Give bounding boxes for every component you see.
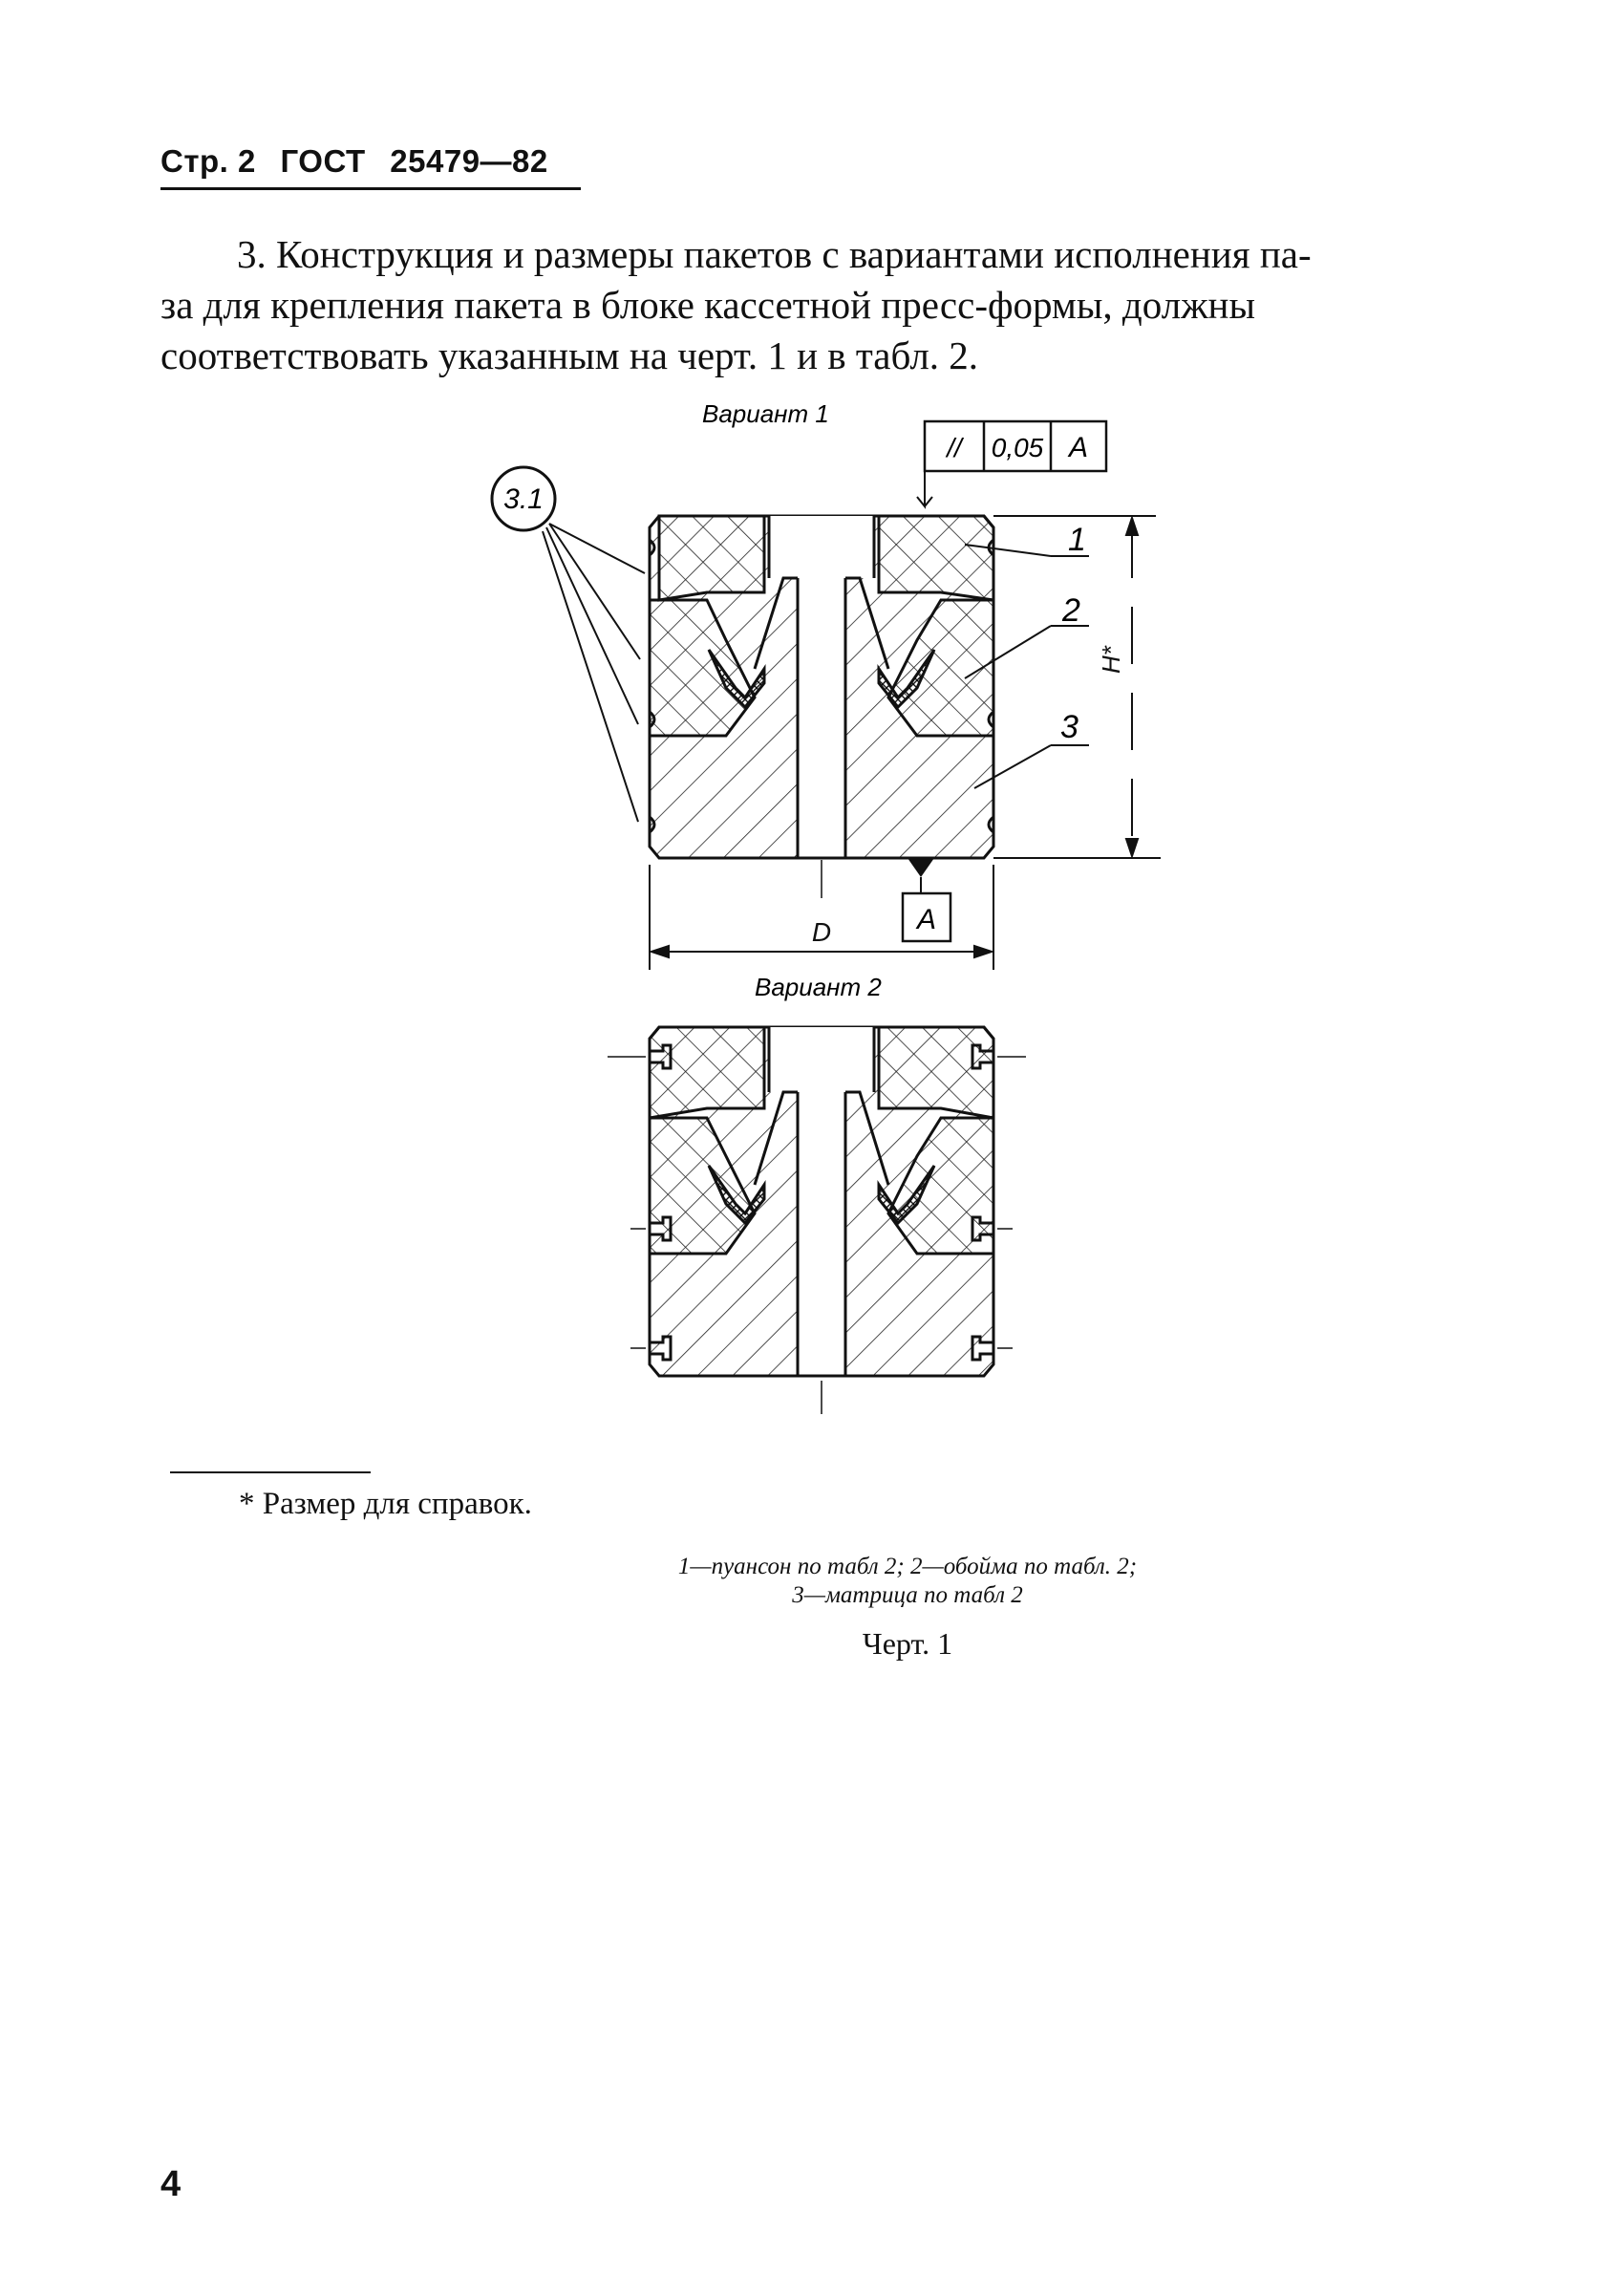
svg-text://: //: [947, 433, 962, 462]
v2-punch-right: [879, 1027, 993, 1118]
paragraph-line-2: за для крепления пакета в блоке кассетной пресс-формы, должны: [160, 283, 1256, 327]
footnote-rule: [170, 1471, 371, 1473]
svg-text:A: A: [916, 904, 937, 935]
svg-text:D: D: [811, 917, 832, 947]
legend-line-2: 3—матрица по табл 2: [792, 1582, 1023, 1608]
tolerance-frame: [917, 421, 1106, 506]
position-2-label: 2: [1062, 592, 1080, 629]
dimension-h: [993, 516, 1161, 858]
v1-punch-right: [879, 516, 993, 600]
svg-text:3.1: 3.1: [503, 483, 544, 515]
svg-text:H*: H*: [1097, 646, 1125, 674]
variant-2-assembly: [608, 1027, 1026, 1414]
header-number: 25479—82: [390, 143, 548, 179]
page-number: 4: [160, 2164, 182, 2204]
callout-3-1: [492, 467, 645, 822]
v1-punch-left: [659, 516, 764, 600]
position-1-label: 1: [1068, 522, 1086, 558]
header-page: Стр. 2: [160, 143, 256, 179]
figure-caption: Черт. 1: [862, 1626, 953, 1661]
svg-text:0,05: 0,05: [991, 433, 1044, 462]
legend-line-1: 1—пуансон по табл 2; 2—обойма по табл. 2;: [677, 1554, 1138, 1579]
footnote: * Размер для справок.: [239, 1487, 532, 1521]
variant-1-label: Вариант 1: [702, 399, 829, 428]
svg-text:A: A: [1068, 432, 1089, 463]
legend: [478, 1553, 1337, 1610]
position-3-label: 3: [1060, 709, 1078, 745]
datum-a: [903, 858, 950, 941]
paragraph-line-1: 3. Конструкция и размеры пакетов с вариантами исполнения па-: [237, 232, 1312, 276]
header-standard: ГОСТ: [280, 143, 366, 179]
variant-2-label: Вариант 2: [755, 973, 882, 1001]
paragraph-line-3: соответствовать указанным на черт. 1 и в табл. 2.: [160, 333, 979, 377]
v2-punch-left: [650, 1027, 764, 1118]
variant-1-assembly: [650, 516, 993, 898]
